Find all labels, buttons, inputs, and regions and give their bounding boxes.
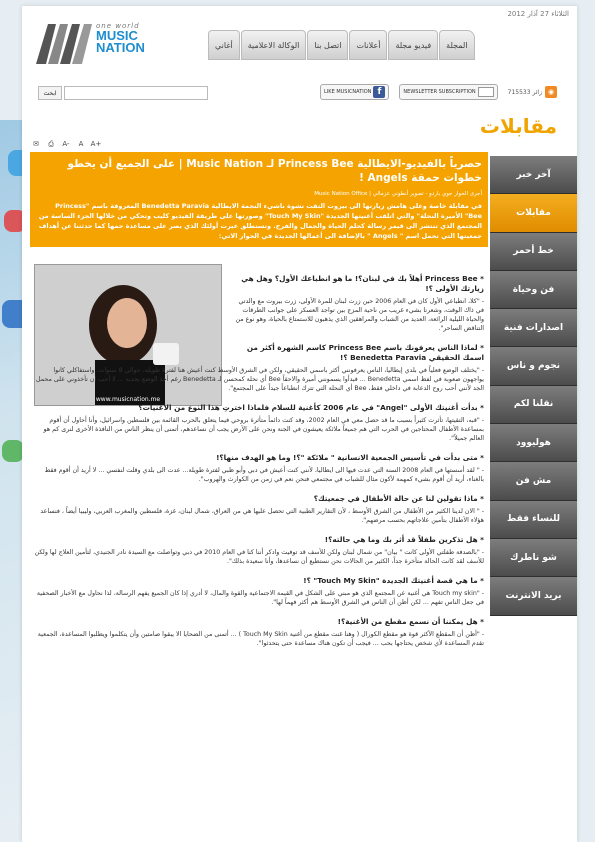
logo-mark-icon (34, 20, 94, 66)
header-badges (320, 84, 557, 100)
newsletter-label: NEWSLETTER SUBSCRIPTION (403, 89, 476, 95)
sidebar-item-releases[interactable]: اصدارات فنية (490, 309, 577, 347)
sidebar-item-latest-news[interactable]: آخر خبر (490, 156, 577, 194)
article (30, 152, 488, 842)
article-body (34, 264, 484, 648)
answer-text: - "كلا، انطباعي الأول كان في العام 2006 حين زرت لبنان للمرة الأولى، زرت بيروت مع والدتي في ذاك الوقت، وشعرنا بشيء غريب من ناحية المزج بين تواجد العسكر على جوانب الطرقات والحياة الليلية الرائعة، العديد من الشباب والمراهقين الذي يذهبون للاستمتاع بالحياة، وهو نوع من التناقض الساحر". (235, 298, 484, 332)
question-text: * متى بدأت في تأسيس الجمعية الانسانية " ملائكة "؟! وما هو الهدف منها؟! (216, 453, 484, 462)
article-intro: في مقابلة خاصة وعلى هامش زيارتها الى بيروت التقت نشوة ناشيء النجمة الايطالية Benedetta Paravia المعروفة باسم "Princess Bee" الأميرة النحلة" والتي اتلقب أغنيتها الجديدة "Touch My Skin" وصورتها على طريقة الفيديو كليب وتحكي من خلالها الجزء الساسة من المجتمع الذي تنتشر الى قيمر رسالة كحلم الحياة والجمال والفرح. وتستطلق عبرت أولئك الذي يصر على مساعدة حمها كما حدثتنا عن أهداف جمعيتها التي تحمل اسم " Angels " بالإضافة الى أعمالها الجديدة في الحوار الاتي: (38, 202, 482, 240)
answer-text: - "قبه، التقيتها، تأثرت كثيراً بسبب ما قد حصل معي في العام 2002، وقد كنت دائماً متأثرة بروحي فيما يتعلق بالحرب القائمة بين فلسطين واسرائيل، وأنا أحاول أن أقوم بمساعدة الأطفال المحتاجين في الحرب التي هم جميعاً ملائكة يعيشون في الجنة ونحن على الأرض يجب أن نساعدهم، أتمنى أن ينظر الناس من النافذة الأخرى لنرى كم هو العالم جميلاً". (43, 417, 484, 442)
search-bar (38, 86, 208, 100)
facebook-icon: f (373, 86, 385, 98)
sidebar-item-not-art[interactable]: مش فن (490, 462, 577, 500)
nav-item-media-agency[interactable]: الوكالة الاعلامية (241, 30, 307, 60)
question-text: * بدأت أغنيتك الأولى "Angel" في عام 2006 كأغنية للسلام فلماذا اخترتِ هذا النوع من الأغنيات؟ (138, 403, 484, 412)
sidebar-item-women[interactable]: للنساء فقط (490, 501, 577, 539)
search-input[interactable] (64, 86, 208, 100)
nav-item-magazine[interactable]: المجلة (439, 30, 474, 60)
answer-text: - " الان لدينا الكثير من الأطفال من الشرق الأوسط ، لأن التقارير الطبية التي تحصل عليها هي من العراق، شمال لبنان، غزة، فلسطين والمغرب العربي، وليبيا أيضاً ، فنساعد هؤلاء الأطفال بتأمين علاجاتهم بحسب مرضهم". (40, 508, 484, 524)
visitor-count: 715533 زائر (507, 88, 542, 96)
article-tools (30, 138, 102, 150)
sidebar-item-red-line[interactable]: خط أحمر (490, 233, 577, 271)
font-decrease-button[interactable]: A- (62, 140, 70, 148)
answer-text: - "يختلف الوضع فعلياً في بلدي إيطاليا، الناس يعرفونني أكثر باسمي الحقيقي، ولكن في الشرق الأوسط كنت أعيش هنا لفترة طويلة، حوالي 8 سنوات، واستفاكلي كانوا يواجهون صعوبة في لفظ اسمي Benedetta ... فبدأوا يسمونني أميرة والاحقاً Bee أي نحلة كمحسن لـ Benedetta رغم أخذ الوضع بجدية ... لا أحب أن تأخذوني على محمل الجد لأنني أحب روح الدعابة في داخلي فقط، Bee أي النحلة التي تترك انطباعاً جيداً على المجتمع". (36, 367, 484, 392)
facebook-like-button[interactable] (320, 84, 389, 100)
font-reset-button[interactable]: A (78, 140, 84, 148)
answer-text: - " لقد أسستها في العام 2008 السنة التي عدت فيها الى ايطاليا، لأنني كنت أعيش في دبي وأبو ظبي لفترة طويلة... عدت الى بلدي وقلت لنفسي ... لا أريد أن أقوم فقط بالغناء، أريد أن أقوم بشيء كمهمة لأكون مثال للشباب في مجتمعي فنحن نعم في زمن من الكوارث والهروب". (44, 467, 484, 483)
font-increase-button[interactable]: A+ (90, 140, 102, 148)
answer-text: - "أظن أن المقطع الأكثر قوة هو مقطع الكورال ( وهنا غنت مقطع من أغنية Touch My Skin ) ... أتمنى من الضحايا الا يبقوا صامتين وأن يتكلموا ويطلبوا المساعدة، الجمعية تقدم المساعدة لأي شخص يحتاجها بحب ... فيجب أن تكون هناك مساعدة حتى يتحدثوا". (37, 631, 484, 647)
logo-tagline: one world (96, 22, 140, 30)
qa-block (34, 274, 484, 363)
print-icon[interactable]: ⎙ (48, 139, 54, 148)
background-icon (2, 440, 24, 462)
main-nav (207, 30, 475, 60)
section-title: مقابلات (479, 114, 557, 138)
sidebar-item-email[interactable]: بريد الانترنت (490, 577, 577, 615)
photo-caption: www.musicnation.me (95, 396, 161, 403)
question-text: * لماذا الناس يعرفونك باسم Princess Bee كاسم الشهرة أكثر من اسمك الحقيقي Benedetta Paravia ؟! (246, 343, 484, 362)
question-text: * ما هي قصة أغنيتك الجديدة "Touch My Skin" ؟! (303, 576, 484, 585)
question-text: * ماذا تقولين لنا عن حالة الأطفال في جمعيتك؟ (313, 494, 484, 503)
article-header (30, 152, 488, 247)
facebook-label: LIKE MUSICNATION (324, 89, 372, 95)
rss-icon: ◉ (545, 86, 557, 98)
question-text: * هل تذكرين طفلاً قد أثر بك وما هي حالته؟! (324, 535, 484, 544)
nav-item-contact[interactable]: اتصل بنا (307, 30, 348, 60)
question-text: * هل يمكننا أن نسمع مقطع من الأغنية؟! (337, 617, 484, 626)
nav-item-video-magazine[interactable]: فيديو مجلة (388, 30, 438, 60)
logo-text (96, 22, 145, 54)
sidebar-item-stars[interactable]: نجوم و ناس (490, 347, 577, 385)
sidebar-item-interviews[interactable]: مقابلات (490, 194, 577, 232)
sidebar (490, 156, 577, 616)
nav-item-ads[interactable]: أعلانات (349, 30, 387, 60)
question-text: * Princess Bee أهلاً بك في لبنان؟! ما هو انطباعك الأول؟ وهل هي زيارتك الأولى ؟! (241, 274, 484, 293)
answer-text: - "بالصدفة طفلتي الأولى كانت " بيان" من شمال لبنان ولكن للأسف قد توفيت وادكر أننا كنا في العام 2010 في دبي وتواصلت مع السيدة نادر الجنيدي، لتأمين العلاج لها ولكن للأسف لقد كانت الحالة متأخرة جداً، الكثير من الحالات نحن نستطيع أن نساعدها، وأنا سعيدة بذلك". (34, 549, 484, 565)
sidebar-item-art-and-life[interactable]: فن وحياة (490, 271, 577, 309)
newsletter-subscription-button[interactable] (399, 84, 497, 100)
sidebar-item-waiting[interactable]: شو ناطرك (490, 539, 577, 577)
envelope-icon (478, 87, 494, 97)
email-icon[interactable]: ✉ (33, 140, 39, 148)
site-logo[interactable] (34, 20, 174, 66)
logo-line-2: NATION (96, 40, 145, 55)
answer-text: - "Touch my skin هي أغنية عن المجتمع الذي هو مبني على الشكل في القيمة الاجتماعية والقوة والمال، لا أدري إذا كان الجميع يفهم الرسالة، لذا نحاول مع الأخبار الصحفية في جعل الناس تفهم ... لكن أظن أن الناس في الشرق الأوسط هم أكثر فهماً لها". (36, 590, 484, 606)
page (22, 6, 577, 842)
search-button[interactable]: ابحث (38, 86, 62, 100)
sidebar-item-hollywood[interactable]: هوليوود (490, 424, 577, 462)
qa-block (34, 366, 484, 648)
rss-counter[interactable] (508, 86, 557, 98)
date-label: الثلاثاء 27 آذار 2012 (507, 10, 569, 18)
logo-line-1: MUSIC (96, 28, 138, 43)
article-title: حصرياً بالفيديو-الايطالية Princess Bee لـ Music Nation | على الجميع أن يخطو خطوات حمقة Angels ! (67, 158, 482, 184)
sidebar-item-reported[interactable]: نقلنا لكم (490, 386, 577, 424)
nav-item-songs[interactable]: أغاني (208, 30, 240, 60)
article-meta: أجرى الحوار جوي باردو - تصوير أنطوني عزمالي | Music Nation Office (314, 191, 482, 197)
